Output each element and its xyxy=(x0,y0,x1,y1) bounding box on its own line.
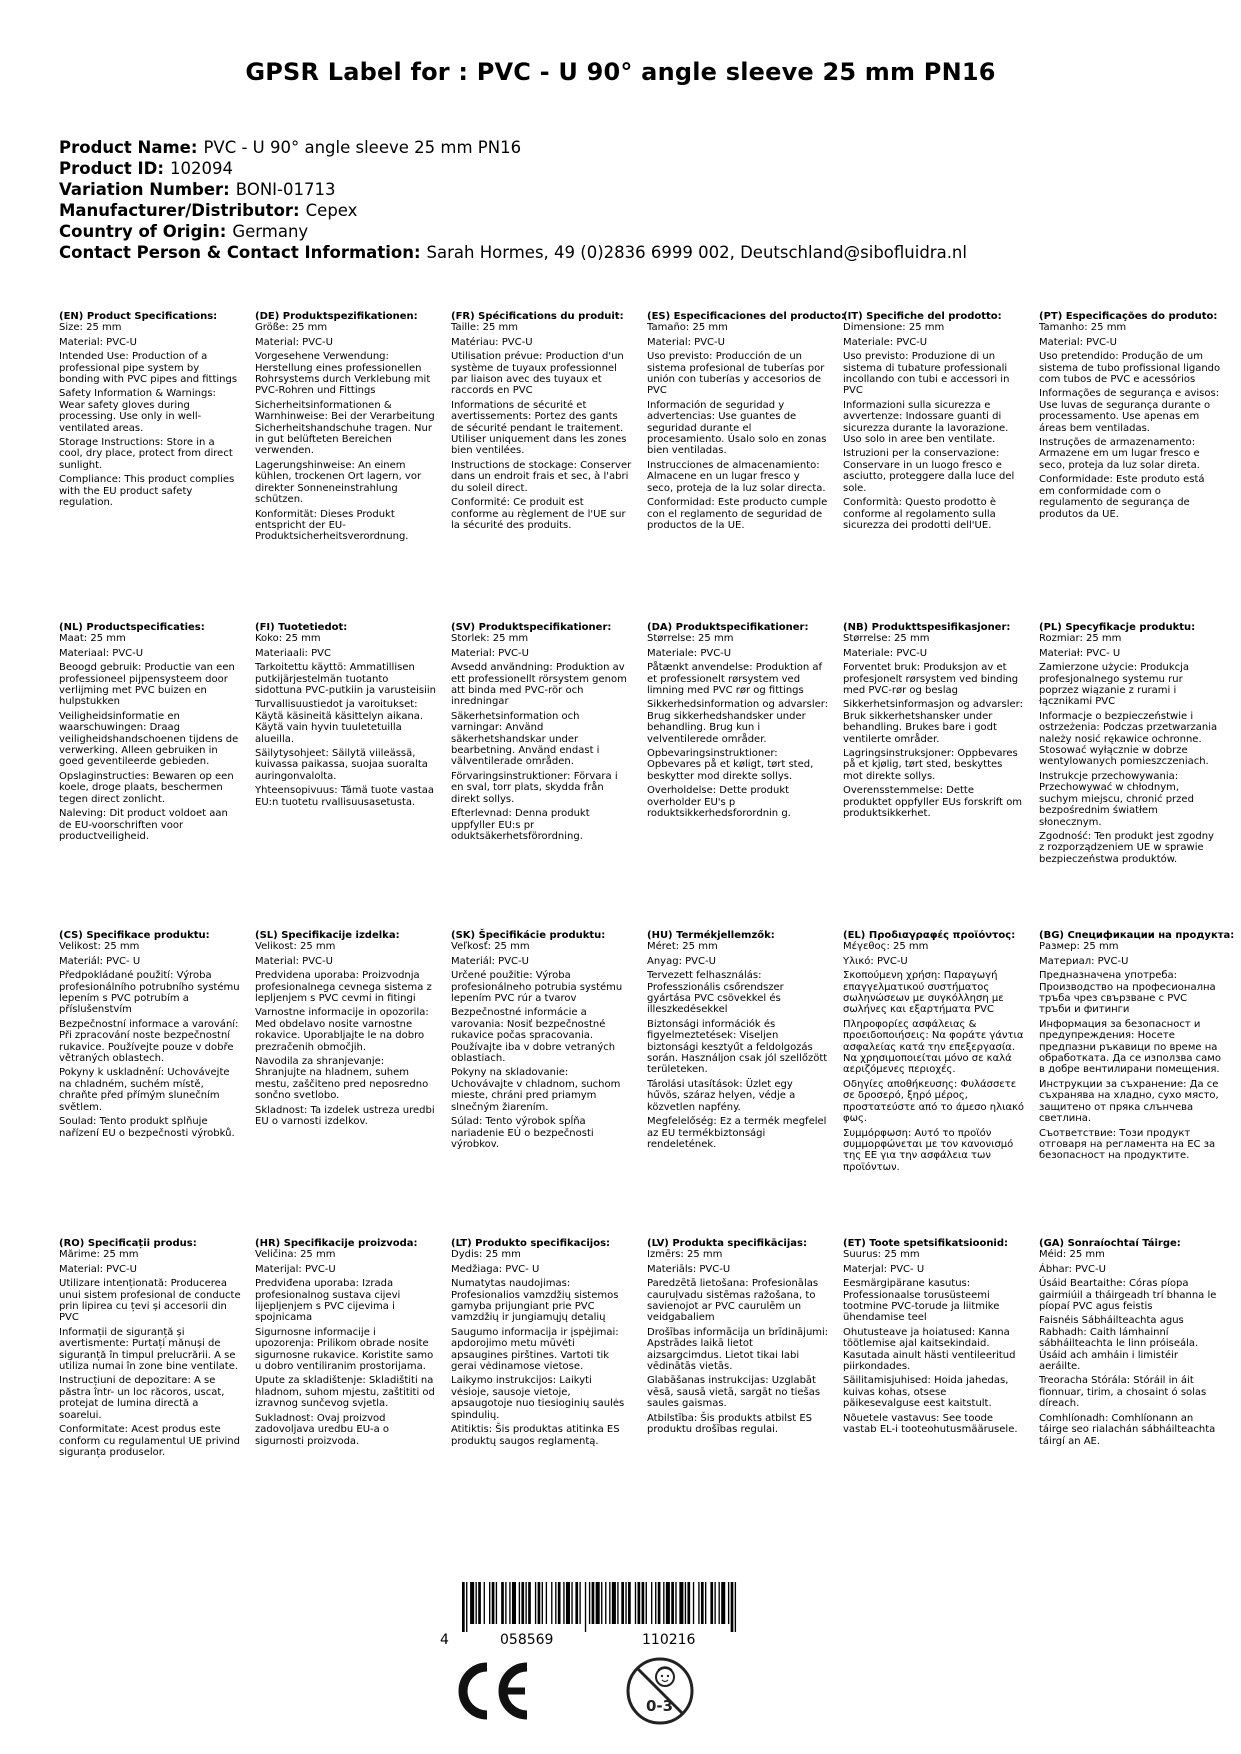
spec-item: Matériau: PVC-U xyxy=(451,336,533,348)
spec-item: Koko: 25 mm xyxy=(255,633,321,645)
barcode-bar xyxy=(585,1582,586,1632)
spec-item: Informations de sécurité et avertissements: Portez des gants de sécurité pendant le traitement. Utiliser uniquement dans les zones bien ventilées. xyxy=(451,399,627,457)
age-label: 0-3 xyxy=(646,1697,674,1715)
barcode-bar xyxy=(701,1582,704,1624)
spec-item: Σκοπούμενη χρήση: Παραγωγή επαγγελματικού συστήματος σωληνώσεων με συγκόλληση με σωλήνες και εξαρτήματα PVC xyxy=(843,970,1004,1016)
barcode-bar xyxy=(512,1582,516,1624)
spec-item: Storlek: 25 mm xyxy=(451,633,529,645)
spec-item: Conformitate: Acest produs este conform cu regulamentul UE privind siguranța produselor. xyxy=(59,1424,240,1458)
spec-item: Tarkoitettu käyttö: Ammatillisen putkijärjestelmän tuotanto sidottuna PVC-putkiin ja varusteisiin xyxy=(255,662,436,697)
spec-item: Conformità: Questo prodotto è conforme al regolamento sulla sicurezza dei prodotti dell'UE. xyxy=(843,497,997,531)
barcode-bar xyxy=(579,1582,580,1624)
spec-column xyxy=(647,622,843,868)
spec-item: Uso pretendido: Produção de um sistema de tubo profissional ligando com tubos de PVC e acessórios xyxy=(1039,351,1221,386)
spec-heading: (PT) Especificações do produto: xyxy=(1039,311,1218,322)
spec-column xyxy=(1039,1238,1235,1461)
spec-item: Nõuetele vastavus: See toode vastab EL-i tooteohutusmäärusele. xyxy=(843,1412,1018,1436)
spec-item: Materjal: PVC- U xyxy=(843,1263,925,1275)
spec-column xyxy=(647,930,843,1176)
spec-item: Materiál: PVC-U xyxy=(451,955,529,967)
spec-item: Faisnéis Sábháilteachta agus Rabhadh: Caith lámhainní sábháilteachta le linn próiseála. Úsáid ach amháin i limistéir aeráilte. xyxy=(1039,1315,1199,1373)
spec-item: Yhteensopivuus: Tämä tuote vastaa EU:n tuotetu rvallisuusasetusta. xyxy=(255,785,434,808)
spec-heading: (EN) Product Specifications: xyxy=(59,311,218,322)
spec-item: Οδηγίες αποθήκευσης: Φυλάσσετε σε δροσερό, ξηρό μέρος, προστατεύστε από το άμεσο ηλιακό φως. xyxy=(843,1078,1025,1125)
spec-item: Istruzioni per la conservazione: Conservare in un luogo fresco e asciutto, proteggere dalla luce del sole. xyxy=(843,448,1015,494)
barcode-bar xyxy=(719,1582,720,1624)
spec-item: Размер: 25 mm xyxy=(1039,941,1119,953)
spec-item: Určené použitie: Výroba profesionálneho potrubia systému lepením PVC rúr a tvarov xyxy=(451,970,623,1005)
spec-column xyxy=(1039,930,1235,1176)
barcode-bar xyxy=(642,1582,645,1624)
info-value: BONI-01713 xyxy=(235,180,336,199)
spec-column xyxy=(843,622,1039,868)
barcode-bar xyxy=(617,1582,618,1624)
spec-item: Eesmärgipärane kasutus: Professionaalse torusüsteemi tootmine PVC-torude ja liitmike ühendamise teel xyxy=(843,1278,1000,1324)
info-row-contact xyxy=(59,242,967,263)
spec-item: Предназначена употреба: Производство на професионална тръба чрез свързване с PVC тръби и фитинги xyxy=(1039,970,1216,1016)
spec-item: Atbilstība: Šis produkts atbilst ES produktu drošības regulai. xyxy=(647,1412,813,1436)
spec-item: Velikost: 25 mm xyxy=(59,941,140,953)
spec-item: Instrucțiuni de depozitare: A se păstra într- un loc răcoros, uscat, protejat de lumina directă a soarelui. xyxy=(59,1375,225,1421)
barcode-bar xyxy=(525,1582,526,1624)
spec-heading: (ET) Toote spetsifikatsioonid: xyxy=(843,1238,1009,1249)
barcode-bar xyxy=(542,1582,543,1624)
spec-item: Maat: 25 mm xyxy=(59,633,126,645)
barcode-bar xyxy=(509,1582,510,1624)
barcode-bar xyxy=(592,1582,595,1624)
info-value: Cepex xyxy=(305,201,358,220)
barcode-bar xyxy=(612,1582,616,1624)
spec-item: Informacje o bezpieczeństwie i ostrzeżenia: Podczas przetwarzania należy nosić rękawice ochronne. Stosować wyłącznie w dobrze wentylowanych pomieszczeniach. xyxy=(1039,710,1218,768)
spec-item: Информация за безопасност и предупреждения: Носете предпазни ръкавици по време на обработката. Да се използва само в добре вентилирани помещения. xyxy=(1039,1018,1221,1076)
barcode-bar xyxy=(705,1582,706,1624)
barcode-bar xyxy=(575,1582,578,1624)
spec-item: Størrelse: 25 mm xyxy=(843,633,930,645)
spec-heading: (GA) Sonraíochtaí Táirge: xyxy=(1039,1238,1181,1249)
spec-item: Paredzētā lietošana: Profesionālas cauruļvadu sistēmas ražošana, to savienojot ar PVC caurulēm un veidgabaliem xyxy=(647,1278,819,1324)
spec-column xyxy=(451,622,647,868)
spec-item: Conformidade: Este produto está em conformidade com o regulamento de segurança de produtos da UE. xyxy=(1039,474,1205,520)
spec-item: Laikymo instrukcijos: Laikyti vėsioje, sausoje vietoje, apsaugotoje nuo tiesioginių saulės spindulių. xyxy=(451,1375,625,1421)
spec-item: Izmērs: 25 mm xyxy=(647,1249,723,1261)
spec-column xyxy=(451,1238,647,1461)
barcode-bar xyxy=(505,1582,506,1624)
info-row-manufacturer xyxy=(59,200,967,221)
spec-item: Medžiaga: PVC- U xyxy=(451,1263,540,1275)
barcode-bar xyxy=(563,1582,564,1624)
spec-item: Material: PVC-U xyxy=(1039,336,1117,348)
spec-item: Veiligheidsinformatie en waarschuwingen: Draag veiligheidshandschoenen tijdens de verwerking. Alleen gebruiken in goed geventileerde gebieden. xyxy=(59,710,239,768)
spec-column xyxy=(59,930,255,1176)
spec-item: Taille: 25 mm xyxy=(451,322,519,334)
spec-item: Velikost: 25 mm xyxy=(255,941,336,953)
product-info xyxy=(59,137,967,263)
spec-item: Forventet bruk: Produksjon av et profesjonelt rørsystem ved binding med PVC-rør og beslag xyxy=(843,662,1019,697)
ean-barcode xyxy=(440,1582,750,1662)
spec-row xyxy=(59,930,1241,1176)
spec-heading: (EL) Προδιαγραφές προϊόντος: xyxy=(843,930,1016,941)
barcode-bar xyxy=(605,1582,606,1624)
spec-item: Vorgesehene Verwendung: Herstellung eines professionellen Rohrsystems durch Verklebung mit PVC-Rohren und Fittings xyxy=(255,351,431,397)
info-label: Country of Origin: xyxy=(59,222,227,241)
barcode-bar xyxy=(663,1582,664,1624)
spec-item: Instruções de armazenamento: Armazene em um lugar fresco e seco, proteja da luz solar direta. xyxy=(1039,437,1200,471)
spec-item: Material: PVC-U xyxy=(451,647,529,659)
spec-item: Anyag: PVC-U xyxy=(647,955,716,967)
spec-item: Tárolási utasítások: Üzlet egy hűvös, száraz helyen, védje a közvetlen napfény. xyxy=(647,1078,796,1113)
spec-heading: (PL) Specyfikacje produktu: xyxy=(1039,622,1196,633)
barcode-bar xyxy=(651,1582,652,1624)
barcode-bar xyxy=(671,1582,674,1624)
spec-item: Navodila za shranjevanje: Shranjujte na hladnem, suhem mestu, zaščiteno pred neposredno sončno svetlobo. xyxy=(255,1056,429,1102)
spec-item: Materiāls: PVC-U xyxy=(647,1263,731,1275)
spec-item: Glabāšanas instrukcijas: Uzglabāt vēsā, sausā vietā, sargāt no tiešas saules gaismas. xyxy=(647,1375,821,1410)
spec-item: Avsedd användning: Produktion av ett professionellt rörsystem genom att binda med PVC-rör och inredningar xyxy=(451,662,627,708)
info-value: Germany xyxy=(232,222,309,241)
barcode-bar xyxy=(714,1582,715,1624)
spec-item: Opslaginstructies: Bewaren op een koele, droge plaats, beschermen tegen direct zonlicht. xyxy=(59,770,234,805)
spec-heading: (NL) Productspecificaties: xyxy=(59,622,205,633)
spec-row xyxy=(59,311,1241,546)
barcode-bar xyxy=(658,1582,661,1624)
spec-heading: (NB) Produkttspesifikasjoner: xyxy=(843,622,1011,633)
spec-item: Συμμόρφωση: Αυτό το προϊόν συμμορφώνεται με τον κανονισμό της ΕΕ για την ασφάλεια των προϊόντων. xyxy=(843,1127,1014,1173)
info-label: Product ID: xyxy=(59,159,164,178)
spec-item: Instrukcje przechowywania: Przechowywać w chłodnym, suchym miejscu, chronić przed bezpośrednim światłem słonecznym. xyxy=(1039,770,1194,828)
info-row-product-id xyxy=(59,158,967,179)
spec-item: Uso previsto: Producción de un sistema profesional de tuberías por unión con tuberías y accesorios de PVC xyxy=(647,351,825,397)
spec-item: Zamierzone użycie: Produkcja profesjonalnego systemu rur poprzez wiązanie z rurami i łącznikami PVC xyxy=(1039,662,1190,708)
spec-column xyxy=(255,622,451,868)
spec-item: Mărime: 25 mm xyxy=(59,1249,139,1261)
spec-item: Dydis: 25 mm xyxy=(451,1249,521,1261)
barcode-bar xyxy=(685,1582,686,1624)
spec-item: Инструкции за съхранение: Да се съхранява на хладно, сухо място, защитено от пряка слънчева светлина. xyxy=(1039,1078,1219,1125)
barcode-bar xyxy=(666,1582,670,1624)
barcode-bar xyxy=(470,1582,474,1624)
spec-item: Förvaringsinstruktioner: Förvara i en sval, torr plats, skydda från direkt sollys. xyxy=(451,770,618,805)
spec-column xyxy=(1039,311,1235,546)
spec-heading: (HR) Specifikacije proizvoda: xyxy=(255,1238,418,1249)
spec-item: Konformität: Dieses Produkt entspricht der EU-Produktsicherheitsverordnung. xyxy=(255,508,409,543)
spec-item: Tamanho: 25 mm xyxy=(1039,322,1127,334)
spec-column xyxy=(1039,622,1235,868)
barcode-bar xyxy=(655,1582,656,1624)
spec-item: Beoogd gebruik: Productie van een professioneel pijpensysteem door verlijming met PVC buizen en hulpstukken xyxy=(59,662,235,708)
barcode-bar xyxy=(735,1582,736,1632)
spec-column xyxy=(59,622,255,868)
spec-column xyxy=(843,1238,1039,1461)
spec-item: Påtænkt anvendelse: Produktion af et professionelt rørsystem ved limning med PVC rør og fittings xyxy=(647,662,823,697)
barcode-bar xyxy=(675,1582,676,1624)
spec-item: Megfelelőség: Ez a termék megfelel az EU termékbiztonsági rendeletének. xyxy=(647,1116,827,1150)
spec-heading: (FR) Spécifications du produit: xyxy=(451,311,624,322)
barcode-bar xyxy=(535,1582,536,1624)
barcode-bar xyxy=(621,1582,624,1624)
barcode-bar xyxy=(476,1582,477,1624)
spec-item: Materiale: PVC-U xyxy=(647,647,732,659)
spec-item: Material: PVC-U xyxy=(59,336,137,348)
barcode-bar xyxy=(478,1582,481,1624)
spec-item: Materiaal: PVC-U xyxy=(59,647,144,659)
not-for-children-0-3-icon xyxy=(624,1655,696,1727)
spec-heading: (BG) Спецификации на продукта: xyxy=(1039,930,1235,941)
spec-item: Säkerhetsinformation och varningar: Använd säkerhetshandskar under bearbetning. Använd endast i välventilerade områden. xyxy=(451,710,600,768)
barcode-digits-left: 058569 xyxy=(500,1632,554,1648)
barcode-bar xyxy=(489,1582,490,1624)
barcode-bar xyxy=(484,1582,485,1624)
spec-item: Veľkosť: 25 mm xyxy=(451,941,530,953)
barcode-bar xyxy=(721,1582,725,1624)
barcode-bar xyxy=(462,1582,465,1632)
spec-item: Materiál: PVC- U xyxy=(59,955,141,967)
spec-heading: (CS) Specifikace produktu: xyxy=(59,930,210,941)
info-label: Contact Person & Contact Information: xyxy=(59,243,421,262)
spec-item: Naleving: Dit product voldoet aan de EU-voorschriften voor productveiligheid. xyxy=(59,808,228,842)
spec-column xyxy=(255,1238,451,1461)
spec-item: Sukladnost: Ovaj proizvod zadovoljava uredbu EU-a o sigurnosti proizvoda. xyxy=(255,1412,390,1447)
spec-item: Materiaali: PVC xyxy=(255,647,331,659)
spec-item: Material: PVC-U xyxy=(255,955,333,967)
spec-heading: (SL) Specifikacije izdelka: xyxy=(255,930,400,941)
spec-heading: (FI) Tuotetiedot: xyxy=(255,622,348,633)
barcode-bar xyxy=(528,1582,531,1624)
barcode-bar xyxy=(519,1582,520,1624)
spec-item: Conformidad: Este producto cumple con el reglamento de seguridad de productos de la UE. xyxy=(647,497,828,531)
info-value: 102094 xyxy=(169,159,233,178)
spec-column xyxy=(255,311,451,546)
spec-item: Instrucciones de almacenamiento: Almacene en un lugar fresco y seco, proteja de la luz solar directa. xyxy=(647,459,826,494)
info-value: PVC - U 90° angle sleeve 25 mm PN16 xyxy=(203,138,522,157)
spec-item: Lagerungshinweise: An einem kühlen, trockenen Ort lagern, vor direkter Sonneneinstrahlung schützen. xyxy=(255,459,422,506)
barcode-bar xyxy=(646,1582,647,1624)
spec-item: Material: PVC-U xyxy=(59,1263,137,1275)
spec-item: Materiale: PVC-U xyxy=(843,336,928,348)
spec-column xyxy=(59,311,255,546)
barcode-bar xyxy=(698,1582,699,1624)
spec-item: Upute za skladištenje: Skladištiti na hladnom, suhom mjestu, zaštititi od izravnog sunčevog svjetla. xyxy=(255,1375,435,1410)
barcode-bar xyxy=(589,1582,590,1624)
barcode-bar xyxy=(693,1582,694,1624)
spec-item: Ohutusteave ja hoiatused: Kanna töötlemise ajal kaitsekindaid. Kasutada ainult hästi ventileeritud piirkondades. xyxy=(843,1326,1016,1373)
spec-heading: (IT) Specifiche del prodotto: xyxy=(843,311,1002,322)
spec-item: Turvallisuustiedot ja varoitukset: Käytä käsineitä käsittelyn aikana. Käytä vain hyvin tuuletetuilla alueilla. xyxy=(255,699,424,745)
barcode-bar xyxy=(546,1582,547,1624)
spec-heading: (LT) Produkto specifikacijos: xyxy=(451,1238,611,1249)
page-title: GPSR Label for : PVC - U 90° angle sleeve 25 mm PN16 xyxy=(245,58,996,86)
barcode-bar xyxy=(625,1582,626,1624)
spec-column xyxy=(451,930,647,1176)
spec-item: Předpokládané použití: Výroba profesionálního potrubního systému lepením s PVC potrubím a příslušenstvím xyxy=(59,970,240,1016)
spec-item: Treoracha Stórála: Stóráil in áit fionnuar, tirim, a chosaint ó solas díreach. xyxy=(1039,1375,1207,1410)
spec-item: Uso previsto: Produzione di un sistema di tubature professionali incollando con tubi e accessori in PVC xyxy=(843,351,1010,397)
spec-item: Bezpečnostní informace a varování: Při zpracování noste bezpečnostní rukavice. Používejte pouze v dobře větraných oblastech. xyxy=(59,1018,239,1065)
spec-item: Efterlevnad: Denna produkt uppfyller EU:s pr oduktsäkerhetsförordning. xyxy=(451,808,590,842)
spec-item: Pokyny k uskladnění: Uchovávejte na chladném, suchém místě, chraňte před přímým slunečním světlem. xyxy=(59,1067,230,1113)
spec-item: Utilisation prévue: Production d'un système de tuyaux professionnel par liaison avec des tuyaux et raccords en PVC xyxy=(451,351,624,397)
spec-row xyxy=(59,1238,1241,1461)
spec-item: Instructions de stockage: Conserver dans un endroit frais et sec, à l'abri du soleil direct. xyxy=(451,459,632,494)
spec-item: Material: PVC-U xyxy=(255,336,333,348)
spec-item: Materiale: PVC-U xyxy=(843,647,928,659)
spec-heading: (DA) Produktspecifikationer: xyxy=(647,622,809,633)
spec-item: Υλικό: PVC-U xyxy=(843,955,908,967)
barcode-bar xyxy=(679,1582,683,1624)
barcode-bar xyxy=(496,1582,497,1624)
barcode-bar xyxy=(555,1582,556,1624)
spec-column xyxy=(843,930,1039,1176)
spec-heading: (ES) Especificaciones del producto: xyxy=(647,311,846,322)
barcode-bar xyxy=(571,1582,572,1624)
spec-item: Méid: 25 mm xyxy=(1039,1249,1105,1261)
barcode-bar xyxy=(551,1582,552,1624)
spec-item: Overholdelse: Dette produkt overholder EU's p roduktsikkerhedsforordnin g. xyxy=(647,785,791,820)
spec-item: Soulad: Tento produkt splňuje nařízení EU o bezpečnosti výrobků. xyxy=(59,1116,235,1139)
spec-item: Sicherheitsinformationen & Warnhinweise: Bei der Verarbeitung Sicherheitshandschuhe tragen. Nur in gut belüfteten Bereichen verwenden. xyxy=(255,399,435,457)
spec-heading: (HU) Termékjellemzők: xyxy=(647,930,775,941)
spec-item: Méret: 25 mm xyxy=(647,941,718,953)
spec-item: Predviđena uporaba: Izrada profesionalnog sustava cijevi lijepljenjem s PVC cijevima i spojnicama xyxy=(255,1278,401,1324)
spec-column xyxy=(451,311,647,546)
info-label: Manufacturer/Distributor: xyxy=(59,201,300,220)
info-row-product-name xyxy=(59,137,967,158)
barcode-bar xyxy=(501,1582,504,1624)
spec-item: Atitiktis: Šis produktas atitinka ES produktų saugos reglamentą. xyxy=(451,1424,620,1447)
info-row-country-of-origin xyxy=(59,221,967,242)
spec-item: Μέγεθος: 25 mm xyxy=(843,941,929,953)
spec-item: Biztonsági információk és figyelmeztetések: Viseljen biztonsági kesztyűt a feldolgozás során. Használjon csak jól szellőzött területeken. xyxy=(647,1018,828,1076)
spec-item: Ábhar: PVC-U xyxy=(1039,1263,1106,1275)
spec-item: Conformité: Ce produit est conforme au règlement de l'UE sur la sécurité des produits. xyxy=(451,497,626,531)
spec-item: Safety Information & Warnings: Wear safety gloves during processing. Use only in well-ventilated areas. xyxy=(59,388,216,434)
spec-heading: (RO) Specificații produs: xyxy=(59,1238,197,1249)
spec-item: Материал: PVC-U xyxy=(1039,955,1129,967)
spec-row xyxy=(59,622,1241,868)
barcode-bar xyxy=(466,1582,467,1632)
spec-item: Съответствие: Този продукт отговаря на регламента на ЕС за безопасност на продуктите. xyxy=(1039,1127,1216,1162)
spec-item: Comhlíonadh: Comhlíonann an táirge seo rialachán sábháilteachta táirgí an AE. xyxy=(1039,1412,1216,1447)
barcode-digit-first: 4 xyxy=(440,1632,449,1648)
barcode-bar xyxy=(638,1582,641,1624)
spec-heading: (SV) Produktspecifikationer: xyxy=(451,622,612,633)
spec-item: Suurus: 25 mm xyxy=(843,1249,920,1261)
spec-item: Utilizare intenționată: Producerea unui sistem profesional de conducte prin lipirea cu țevi și accesorii din PVC xyxy=(59,1278,241,1324)
spec-item: Lagringsinstruksjoner: Oppbevares på et kjølig, tørt sted, beskyttes mot direkte sollys. xyxy=(843,748,1018,782)
spec-item: Størrelse: 25 mm xyxy=(647,633,734,645)
spec-item: Información de seguridad y advertencias: Use guantes de seguridad durante el procesamiento. Úsalo solo en zonas bien ventiladas. xyxy=(647,399,827,457)
spec-column xyxy=(647,1238,843,1461)
spec-item: Numatytas naudojimas: Profesionalios vamzdžių sistemos gamyba prijungiant prie PVC vamzdžių ir jungiamųjų detalių xyxy=(451,1278,619,1324)
spec-heading: (LV) Produkta specifikācijas: xyxy=(647,1238,807,1249)
barcode-bar xyxy=(566,1582,570,1624)
spec-item: Material: PVC-U xyxy=(647,336,725,348)
spec-item: Informações de segurança e avisos: Use luvas de segurança durante o processamento. Use apenas em áreas bem ventiladas. xyxy=(1039,388,1220,434)
ce-mark-icon xyxy=(453,1659,533,1723)
spec-item: Zgodność: Ten produkt jest zgodny z rozporządzeniem UE w sprawie bezpieczeństwa produktów. xyxy=(1039,830,1214,865)
spec-column xyxy=(59,1238,255,1461)
spec-item: Úsáid Beartaithe: Córas píopa gairmiúil a tháirgeadh trí bhanna le píopaí PVC agus feistis xyxy=(1039,1278,1217,1313)
spec-item: Πληροφορίες ασφάλειας & προειδοποιήσεις: Να φοράτε γάντια ασφαλείας κατά την επεξεργασία. Να χρησιμοποιείται μόνο σε καλά αεριζόμενες περιοχές. xyxy=(843,1018,1024,1076)
spec-column xyxy=(843,311,1039,546)
spec-item: Overensstemmelse: Dette produktet oppfyller EUs forskrift om produktsikkerhet. xyxy=(843,785,1023,820)
spec-item: Tamaño: 25 mm xyxy=(647,322,728,334)
barcode-bar xyxy=(728,1582,729,1624)
spec-heading: (SK) Špecifikácie produktu: xyxy=(451,930,606,941)
barcode-bar xyxy=(635,1582,636,1624)
barcode-bar xyxy=(521,1582,524,1624)
info-label: Variation Number: xyxy=(59,180,230,199)
spec-item: Bezpečnostné informácie a varovania: Nosiť bezpečnostné rukavice počas spracovania. Používajte iba v dobre vetraných oblastiach. xyxy=(451,1007,616,1065)
info-label: Product Name: xyxy=(59,138,198,157)
spec-item: Dimensione: 25 mm xyxy=(843,322,945,334)
info-row-variation-number xyxy=(59,179,967,200)
spec-item: Rozmiar: 25 mm xyxy=(1039,633,1122,645)
spec-item: Informații de siguranță și avertismente: Purtați mănuși de siguranță în timpul prelucrării. A se utiliza numai în zone bine ventilate. xyxy=(59,1326,239,1373)
spec-item: Pokyny na skladovanie: Uchovávajte v chladnom, suchom mieste, chráni pred priamym slnečným žiarením. xyxy=(451,1067,621,1113)
barcode-digits-right: 110216 xyxy=(642,1632,696,1648)
barcode-bar xyxy=(538,1582,541,1624)
spec-item: Materiał: PVC- U xyxy=(1039,647,1121,659)
barcode-bar xyxy=(710,1582,713,1624)
spec-item: Súlad: Tento výrobok spĺňa nariadenie EÚ o bezpečnosti výrobkov. xyxy=(451,1116,594,1150)
spec-item: Size: 25 mm xyxy=(59,322,122,334)
barcode-bar xyxy=(492,1582,495,1624)
spec-item: Materijal: PVC-U xyxy=(255,1263,336,1275)
barcode-bar xyxy=(628,1582,631,1624)
spec-item: Varnostne informacije in opozorila: Med obdelavo nosite varnostne rokavice. Uporabljajte le na dobro prezračenih območjih. xyxy=(255,1007,429,1053)
spec-item: Saugumo informacija ir įspėjimai: apdorojimo metu mūvėti apsaugines pirštines. Vartoti tik gerai vėdinamose vietose. xyxy=(451,1326,619,1373)
spec-column xyxy=(255,930,451,1176)
spec-item: Säilytysohjeet: Säilytä viileässä, kuivassa paikassa, suojaa suoralta auringonvalolta. xyxy=(255,748,428,782)
spec-item: Drošības informācija un brīdinājumi: Apstrādes laikā lietot aizsargcimdus. Lietot tikai labi vēdinātās vietās. xyxy=(647,1326,829,1373)
barcode-bar xyxy=(609,1582,610,1624)
spec-item: Sigurnosne informacije i upozorenja: Prilikom obrade nosite sigurnosne rukavice. Koristite samo u dobro ventiliranim prostorijama. xyxy=(255,1326,434,1373)
spec-item: Compliance: This product complies with the EU product safety regulation. xyxy=(59,474,235,509)
spec-item: Tervezett felhasználás: Professzionális csőrendszer gyártása PVC csövekkel és illeszkedésekkel xyxy=(647,970,784,1016)
spec-item: Skladnost: Ta izdelek ustreza uredbi EU o varnosti izdelkov. xyxy=(255,1104,435,1128)
barcode-bars xyxy=(440,1582,750,1632)
spec-item: Informazioni sulla sicurezza e avvertenze: Indossare guanti di sicurezza durante la lavorazione. Uso solo in aree ben ventilate. xyxy=(843,399,1009,446)
spec-item: Sikkerhetsinformasjon og advarsler: Bruk sikkerhetshansker under behandling. Brukes bare i godt ventilerte områder. xyxy=(843,699,1023,745)
spec-item: Größe: 25 mm xyxy=(255,322,328,334)
spec-item: Veličina: 25 mm xyxy=(255,1249,336,1261)
barcode-bar xyxy=(601,1582,602,1624)
barcode-bar xyxy=(558,1582,561,1624)
barcode-bar xyxy=(596,1582,600,1624)
spec-item: Predvidena uporaba: Proizvodnja profesionalnega cevnega sistema z lepljenjem s PVC cevmi in fitingi xyxy=(255,970,432,1005)
info-value: Sarah Hormes, 49 (0)2836 6999 002, Deutschland@sibofluidra.nl xyxy=(426,243,967,262)
spec-heading: (DE) Produktspezifikationen: xyxy=(255,311,418,322)
spec-item: Storage Instructions: Store in a cool, dry place, protect from direct sunlight. xyxy=(59,437,233,471)
spec-item: Intended Use: Production of a professional pipe system by bonding with PVC pipes and fittings xyxy=(59,351,238,386)
spec-item: Säilitamisjuhised: Hoida jahedas, kuivas kohas, otsese päikesevalguse eest kaitstult. xyxy=(843,1375,1009,1410)
barcode-bar xyxy=(731,1582,734,1632)
spec-item: Sikkerhedsinformation og advarsler: Brug sikkerhedshandsker under behandling. Brug kun i velventilerede områder. xyxy=(647,699,829,745)
spec-item: Opbevaringsinstruktioner: Opbevares på et køligt, tørt sted, beskytter mod direkte sollys. xyxy=(647,748,814,782)
spec-column xyxy=(647,311,846,546)
barcode-bar xyxy=(687,1582,690,1624)
